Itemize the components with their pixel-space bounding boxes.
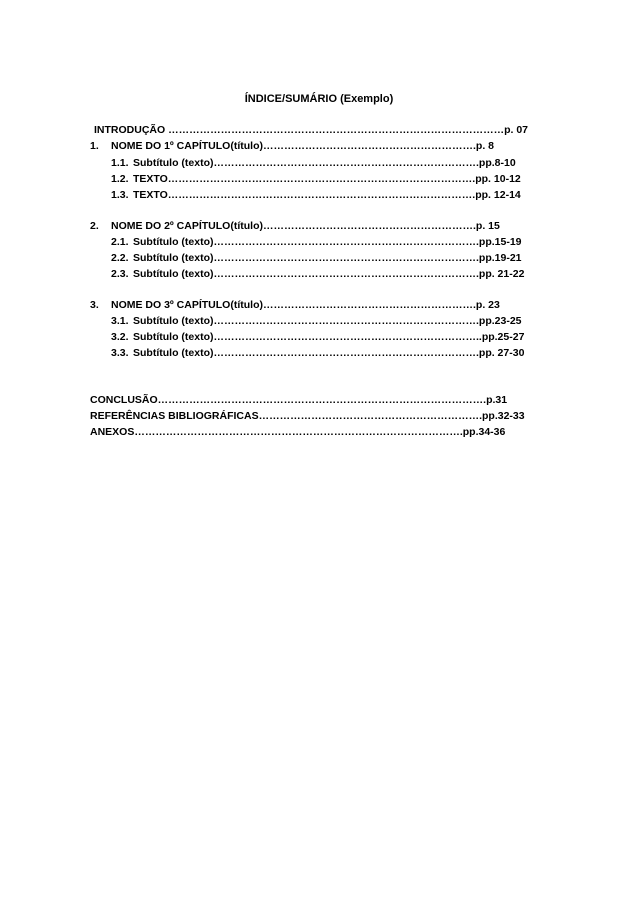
subentry-text: TEXTO…………………………………………………………………………….pp. 12-14 [133,189,521,201]
toc-subentry-2-2 [111,251,522,265]
toc-chapter-1 [90,139,494,153]
subentry-number: 1.2. [111,173,129,185]
subentry-number: 3.3. [111,347,129,359]
subentry-text: Subtítulo (texto)………………………………………………………………….pp.15-19 [133,236,522,248]
toc-subentry-2-1 [111,235,522,249]
page-title: ÍNDICE/SUMÁRIO (Exemplo) [244,93,394,105]
toc-entry-conclusion: CONCLUSÃO………………………………………………………………………………….p.31 [90,394,508,406]
subentry-text: TEXTO…………………………………………………………………………….pp. 10-12 [133,173,521,185]
toc-chapter-2 [90,219,500,233]
chapter-number: 2. [90,220,99,232]
toc-subentry-3-1 [111,314,522,328]
toc-entry-introduction: INTRODUÇÃO ……………………………………………………………………………………p. 07 [94,124,529,136]
subentry-text: Subtítulo (texto)………………………………………………………………….pp. 21-22 [133,268,525,280]
subentry-number: 1.1. [111,157,129,169]
toc-subentry-1-1 [111,156,516,170]
toc-subentry-2-3 [111,267,524,281]
toc-entry-annexes: ANEXOS………………………………………………………………………………….pp.34-36 [90,426,506,438]
subentry-number: 1.3. [111,189,129,201]
chapter-heading: NOME DO 3º CAPÍTULO(título)…………………………………………………….p. 23 [111,299,500,311]
subentry-text: Subtítulo (texto)………………………………………………………………….pp. 27-30 [133,347,525,359]
subentry-text: Subtítulo (texto)………………………………………………………………….pp.19-21 [133,252,522,264]
subentry-text: Subtítulo (texto)………………………………………………………………….pp.8-10 [133,157,516,169]
subentry-number: 2.1. [111,236,129,248]
toc-subentry-1-3 [111,188,521,202]
subentry-number: 3.1. [111,315,129,327]
subentry-number: 3.2. [111,331,129,343]
chapter-heading: NOME DO 1º CAPÍTULO(título)…………………………………………………….p. 8 [111,140,494,152]
toc-subentry-3-3 [111,346,524,360]
subentry-text: Subtítulo (texto)………………………………………………………………….pp.23-25 [133,315,522,327]
toc-subentry-3-2 [111,330,524,344]
toc-chapter-3 [90,298,500,312]
subentry-text: Subtítulo (texto)…………………………………………………………………..pp.25-27 [133,331,525,343]
chapter-number: 3. [90,299,99,311]
chapter-number: 1. [90,140,99,152]
toc-subentry-1-2 [111,172,521,186]
toc-entry-references: REFERÊNCIAS BIBLIOGRÁFICAS……………………………………………………….pp.32-33 [90,410,525,422]
subentry-number: 2.2. [111,252,129,264]
chapter-heading: NOME DO 2º CAPÍTULO(título)…………………………………………………….p. 15 [111,220,500,232]
subentry-number: 2.3. [111,268,129,280]
